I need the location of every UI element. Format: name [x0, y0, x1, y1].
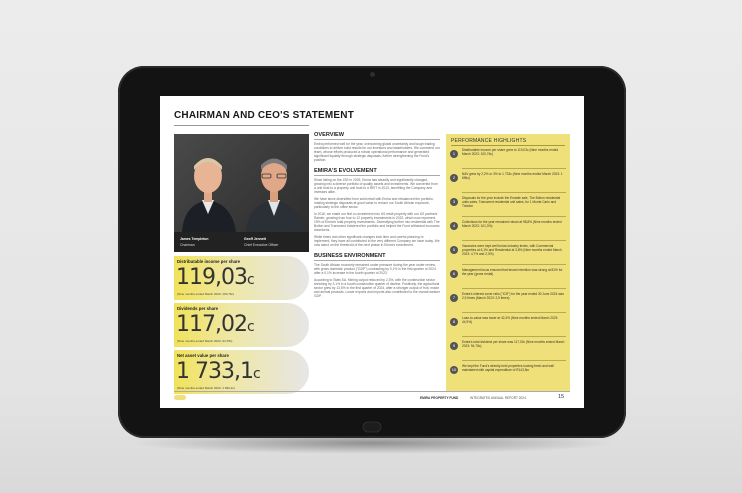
page-number: 15 [558, 394, 565, 400]
title-divider [174, 125, 309, 126]
highlight-item [450, 244, 566, 264]
stat-label: Dividends per share [177, 306, 219, 311]
highlight-item [450, 196, 566, 216]
highlight-text: NAV grew by 2,2% or 3% to 1 733c (Nine months ended March 2023: 1 696c) [462, 172, 563, 180]
section-heading: OVERVIEW [314, 132, 440, 140]
highlight-text: Distributable income per share grew to 119,03c (Nine months ended March 2023: 100,76c) [462, 148, 559, 156]
leader-name: James Templeton [180, 237, 209, 241]
number-badge: 9 [450, 342, 458, 350]
stat-net-asset-value [174, 350, 309, 394]
stat-note: (Nine months ended March 2023: 1 696,4c) [177, 386, 235, 390]
front-camera [370, 72, 375, 77]
highlight-item [450, 220, 566, 240]
highlight-text: We kept the Fund's directly-held properties looking fresh and well maintained with capital expenditure of R143,5m [462, 364, 554, 372]
number-badge: 8 [450, 318, 458, 326]
photo-caption [174, 232, 309, 252]
number-badge: 2 [450, 174, 458, 182]
stat-dividends [174, 303, 309, 347]
stat-note: (Nine months ended March 2023: 100,76c) [177, 292, 235, 296]
paragraph: The South African economy remained under pressure during the year under review, with gross domestic product ("GDP") contracting by 0,1% in the first quarter of 2024 after a 0,1% increase in the fourth quarter of 2023. [314, 263, 436, 275]
stat-distributable-income [174, 256, 309, 300]
leader-name: Geoff Jennett [244, 237, 266, 241]
highlight-item [450, 148, 566, 168]
number-badge: 4 [450, 222, 458, 230]
page-title: CHAIRMAN AND CEO'S STATEMENT [174, 110, 355, 121]
paragraph: Since listing on the JSE in 2003, Emira has steadily and significantly changed, growing into a diverse portfolio of quality assets and investments. We converted from a unit trust to a property unit trust to a REIT in 2013, benefiting the Company and investors alike. [314, 178, 438, 194]
leader-role: Chief Executive Officer [244, 243, 279, 247]
number-badge: 3 [450, 198, 458, 206]
statement-text-column [314, 132, 440, 301]
highlight-text: Emira's total dividend per share was 117,02c (Nine months ended March 2023: 94,78c) [462, 340, 565, 348]
highlight-item [450, 364, 566, 384]
footer-report-title: INTEGRATED ANNUAL REPORT 2024 [470, 396, 526, 400]
home-button[interactable] [362, 421, 382, 433]
highlight-item [450, 172, 566, 192]
highlight-text: Disposals for the year include the Emadle sale, The Bolton residential units sales, Transcend residential unit sales, for 1 Monte Carlo and Tricklon [462, 196, 561, 208]
paragraph: In 2016, we made our first co-investment into US retail property with our US partners Rainier, growing from four to 12 property investments in 2022, which now represent 19% of Emira's total property investments. Diversifying further into residential with The Bolton and Transcend bolstered the portfolio and helped the Fund withstand economic downturns. [314, 212, 440, 232]
highlight-item [450, 316, 566, 336]
highlight-text: Collections for the year remained robust at 98,8% (Nine months ended March 2023: 101,3%) [462, 220, 562, 228]
paragraph: According to Stats SA, Mining output reduced by 2,3%, with the construction sector shrinking by 3,1% in a fourth consecutive quarter of decline. Positively, the agricultural sector grew by 13,5% in the first quarter of 2024, after a stronger output of fruit, maize and animal products. Lower exports and imports also contributed to the overall weaker GDP. [314, 278, 440, 298]
paragraph: We have since diversified from solid retail with Emira and rebalanced the portfolio, making strategic disposals at good value to reduce our South African exposure, particularly to the office sector. [314, 197, 434, 209]
highlight-text: Loan-to-value was lower at 42,4% (Nine months ended March 2023: 44,9%) [462, 316, 559, 324]
footer-company: EMIRA PROPERTY FUND [420, 396, 459, 400]
panel-title: PERFORMANCE HIGHLIGHTS [451, 138, 527, 144]
performance-highlights-panel [446, 134, 570, 392]
section-heading: EMIRA'S EVOLVEMENT [314, 168, 440, 176]
number-badge: 7 [450, 294, 458, 302]
paragraph: While times and other significant changes took time and careful planning to implement, they have all contributed to the very different Company we have today. We now stand on the threshold of the next phase in Emira's evolvement. [314, 235, 440, 247]
leaders-photo [174, 134, 309, 252]
stat-value: 119,03c [176, 265, 254, 290]
number-badge: 1 [450, 150, 458, 158]
footer-divider [174, 391, 570, 392]
highlight-item [450, 268, 566, 288]
paragraph: Emira performed well for the year, overcoming global uncertainty and tough trading conditions to deliver solid results for our investors and stakeholders. We commend our team, whose efforts produced a robust operational performance and generated significant liquidity through strategic disposals, further strengthening the Fund's position. [314, 142, 440, 162]
stat-value: 1 733,1c [176, 359, 260, 384]
highlight-text: Vacancies were kept well below industry levels, with Commercial properties at 6,1% and Residential at 3,8% (Nine months ended March 2023: 4,7% and 2,3%) [462, 244, 562, 256]
stat-label: Distributable income per share [177, 259, 241, 264]
leader-role: Chairman [180, 243, 195, 247]
highlight-item [450, 292, 566, 312]
section-heading: BUSINESS ENVIRONMENT [314, 253, 440, 261]
tablet-device [118, 66, 626, 438]
footer-logo [174, 395, 186, 400]
highlight-text: Management focus ensured that tenant retention was strong at 81% for the year (gross rental) [462, 268, 563, 276]
highlight-item [450, 340, 566, 360]
highlight-text: Emira's interest cover ratio ("ICR") for the year ended 30 June 2024 was 2,9 times (March 2023: 2,9 times) [462, 292, 564, 300]
number-badge: 10 [451, 367, 457, 372]
panel-divider [451, 145, 565, 146]
stat-label: Net asset value per share [177, 353, 229, 358]
number-badge: 5 [450, 246, 458, 254]
stat-note: (Nine months ended March 2023: 94,78c) [177, 339, 233, 343]
tablet-screen [160, 96, 584, 408]
stat-value: 117,02c [176, 312, 254, 337]
number-badge: 6 [450, 270, 458, 278]
